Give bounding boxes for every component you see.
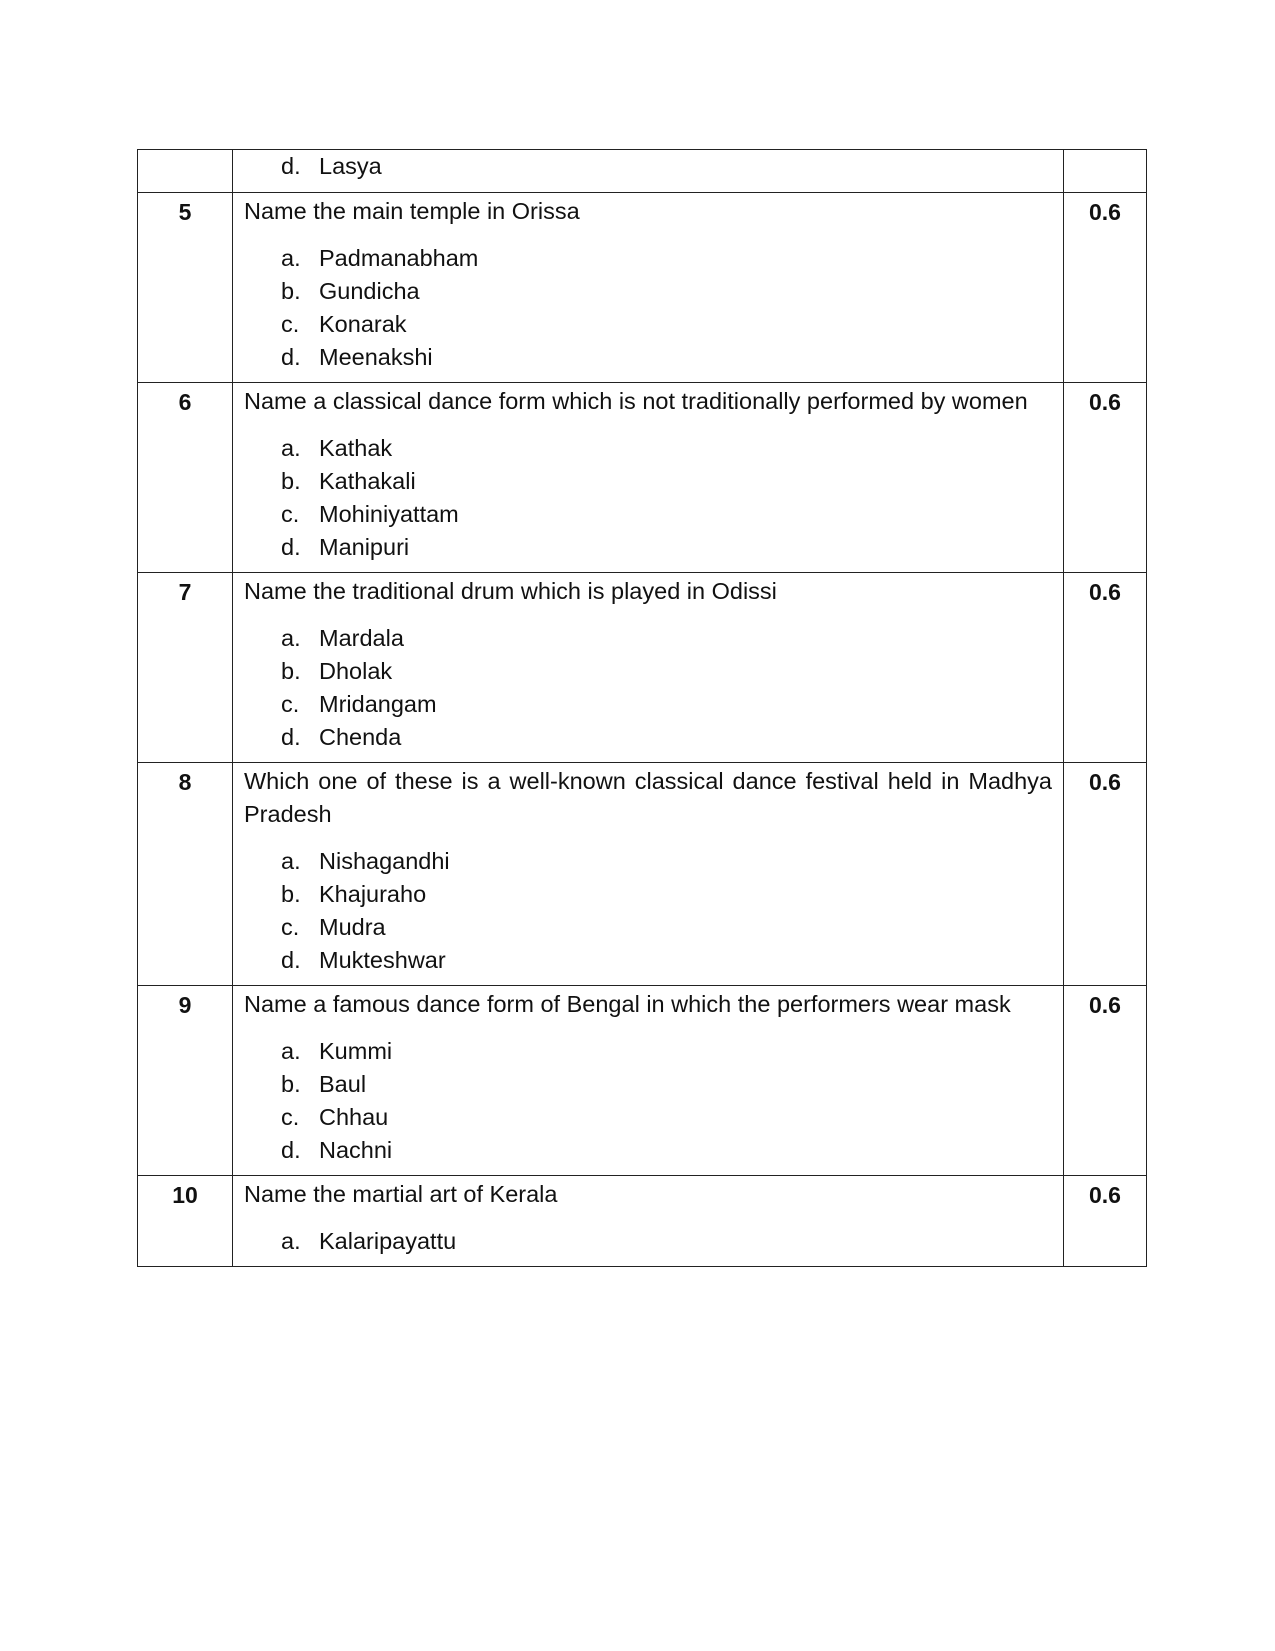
option-letter: a. <box>281 1228 301 1254</box>
question-text: Name the main temple in Orissa <box>244 198 580 224</box>
option-letter: d. <box>281 947 301 973</box>
option-letter: d. <box>281 1137 301 1163</box>
option-text: Baul <box>319 1071 367 1097</box>
option-item <box>244 275 1052 308</box>
question-number: 8 <box>138 763 233 986</box>
question-text: Name the traditional drum which is played in Odissi <box>244 578 777 604</box>
option-letter: d. <box>281 534 301 560</box>
option-item <box>244 498 1052 531</box>
option-list <box>244 1225 1052 1258</box>
option-list <box>244 242 1052 374</box>
question-table <box>137 149 1147 1267</box>
option-letter: a. <box>281 1038 301 1064</box>
question-cell <box>233 763 1064 986</box>
option-item <box>244 721 1052 754</box>
continuation-row <box>138 150 1147 193</box>
option-letter: c. <box>281 501 300 527</box>
question-text: Name a famous dance form of Bengal in which the performers wear mask <box>244 991 1011 1017</box>
option-letter: a. <box>281 435 301 461</box>
option-text: Khajuraho <box>319 881 427 907</box>
option-letter: b. <box>281 278 301 304</box>
question-row <box>138 763 1147 986</box>
question-text: Name the martial art of Kerala <box>244 1181 558 1207</box>
option-text: Dholak <box>319 658 393 684</box>
question-number-cell <box>138 150 233 193</box>
option-text: Mukteshwar <box>319 947 446 973</box>
question-number: 10 <box>138 1176 233 1267</box>
option-text: Kathakali <box>319 468 416 494</box>
question-row <box>138 1176 1147 1267</box>
option-text: Manipuri <box>319 534 410 560</box>
option-text: Mudra <box>319 914 386 940</box>
option-text: Meenakshi <box>319 344 433 370</box>
option-list <box>244 622 1052 754</box>
option-item <box>244 1035 1052 1068</box>
option-letter: c. <box>281 914 300 940</box>
question-cell <box>233 986 1064 1176</box>
option-text: Konarak <box>319 311 407 337</box>
option-item <box>244 911 1052 944</box>
option-letter: b. <box>281 881 301 907</box>
question-cell <box>233 1176 1064 1267</box>
option-text: Padmanabham <box>319 245 479 271</box>
question-number: 6 <box>138 383 233 573</box>
option-text: Nachni <box>319 1137 393 1163</box>
option-letter: c. <box>281 691 300 717</box>
option-text: Gundicha <box>319 278 420 304</box>
question-cell <box>233 150 1064 193</box>
question-marks: 0.6 <box>1064 763 1147 986</box>
question-row <box>138 986 1147 1176</box>
question-row <box>138 573 1147 763</box>
option-list <box>244 150 1052 182</box>
option-list <box>244 845 1052 977</box>
option-item <box>244 531 1052 564</box>
question-number: 5 <box>138 193 233 383</box>
option-letter: a. <box>281 625 301 651</box>
option-text: Kalaripayattu <box>319 1228 457 1254</box>
option-list <box>244 432 1052 564</box>
option-letter: b. <box>281 468 301 494</box>
option-item <box>244 1068 1052 1101</box>
option-text: Nishagandhi <box>319 848 450 874</box>
option-letter: b. <box>281 1071 301 1097</box>
option-item <box>244 308 1052 341</box>
option-item <box>244 150 1052 182</box>
option-letter: d. <box>281 153 301 179</box>
option-item <box>244 622 1052 655</box>
question-marks: 0.6 <box>1064 383 1147 573</box>
question-cell <box>233 573 1064 763</box>
option-letter: b. <box>281 658 301 684</box>
option-text: Lasya <box>319 153 382 179</box>
question-marks: 0.6 <box>1064 1176 1147 1267</box>
question-number: 9 <box>138 986 233 1176</box>
option-text: Kathak <box>319 435 393 461</box>
option-item <box>244 1101 1052 1134</box>
option-item <box>244 1134 1052 1167</box>
option-text: Kummi <box>319 1038 393 1064</box>
option-letter: c. <box>281 1104 300 1130</box>
option-item <box>244 655 1052 688</box>
option-item <box>244 944 1052 977</box>
option-item <box>244 341 1052 374</box>
question-table-body <box>138 150 1147 1267</box>
option-item <box>244 465 1052 498</box>
option-item <box>244 1225 1052 1258</box>
question-text: Name a classical dance form which is not traditionally performed by women <box>244 388 1028 414</box>
question-number: 7 <box>138 573 233 763</box>
option-text: Mardala <box>319 625 404 651</box>
option-item <box>244 688 1052 721</box>
question-row <box>138 193 1147 383</box>
option-text: Mohiniyattam <box>319 501 459 527</box>
question-marks: 0.6 <box>1064 986 1147 1176</box>
question-marks: 0.6 <box>1064 573 1147 763</box>
question-marks: 0.6 <box>1064 193 1147 383</box>
option-letter: d. <box>281 724 301 750</box>
option-text: Chhau <box>319 1104 389 1130</box>
question-text: Which one of these is a well-known classical dance festival held in Madhya Pradesh <box>244 768 1052 827</box>
option-item <box>244 432 1052 465</box>
option-letter: a. <box>281 245 301 271</box>
option-item <box>244 845 1052 878</box>
question-cell <box>233 383 1064 573</box>
option-letter: a. <box>281 848 301 874</box>
option-item <box>244 242 1052 275</box>
question-row <box>138 383 1147 573</box>
option-item <box>244 878 1052 911</box>
option-list <box>244 1035 1052 1167</box>
option-letter: d. <box>281 344 301 370</box>
question-cell <box>233 193 1064 383</box>
option-text: Chenda <box>319 724 402 750</box>
marks-cell <box>1064 150 1147 193</box>
option-text: Mridangam <box>319 691 437 717</box>
option-letter: c. <box>281 311 300 337</box>
